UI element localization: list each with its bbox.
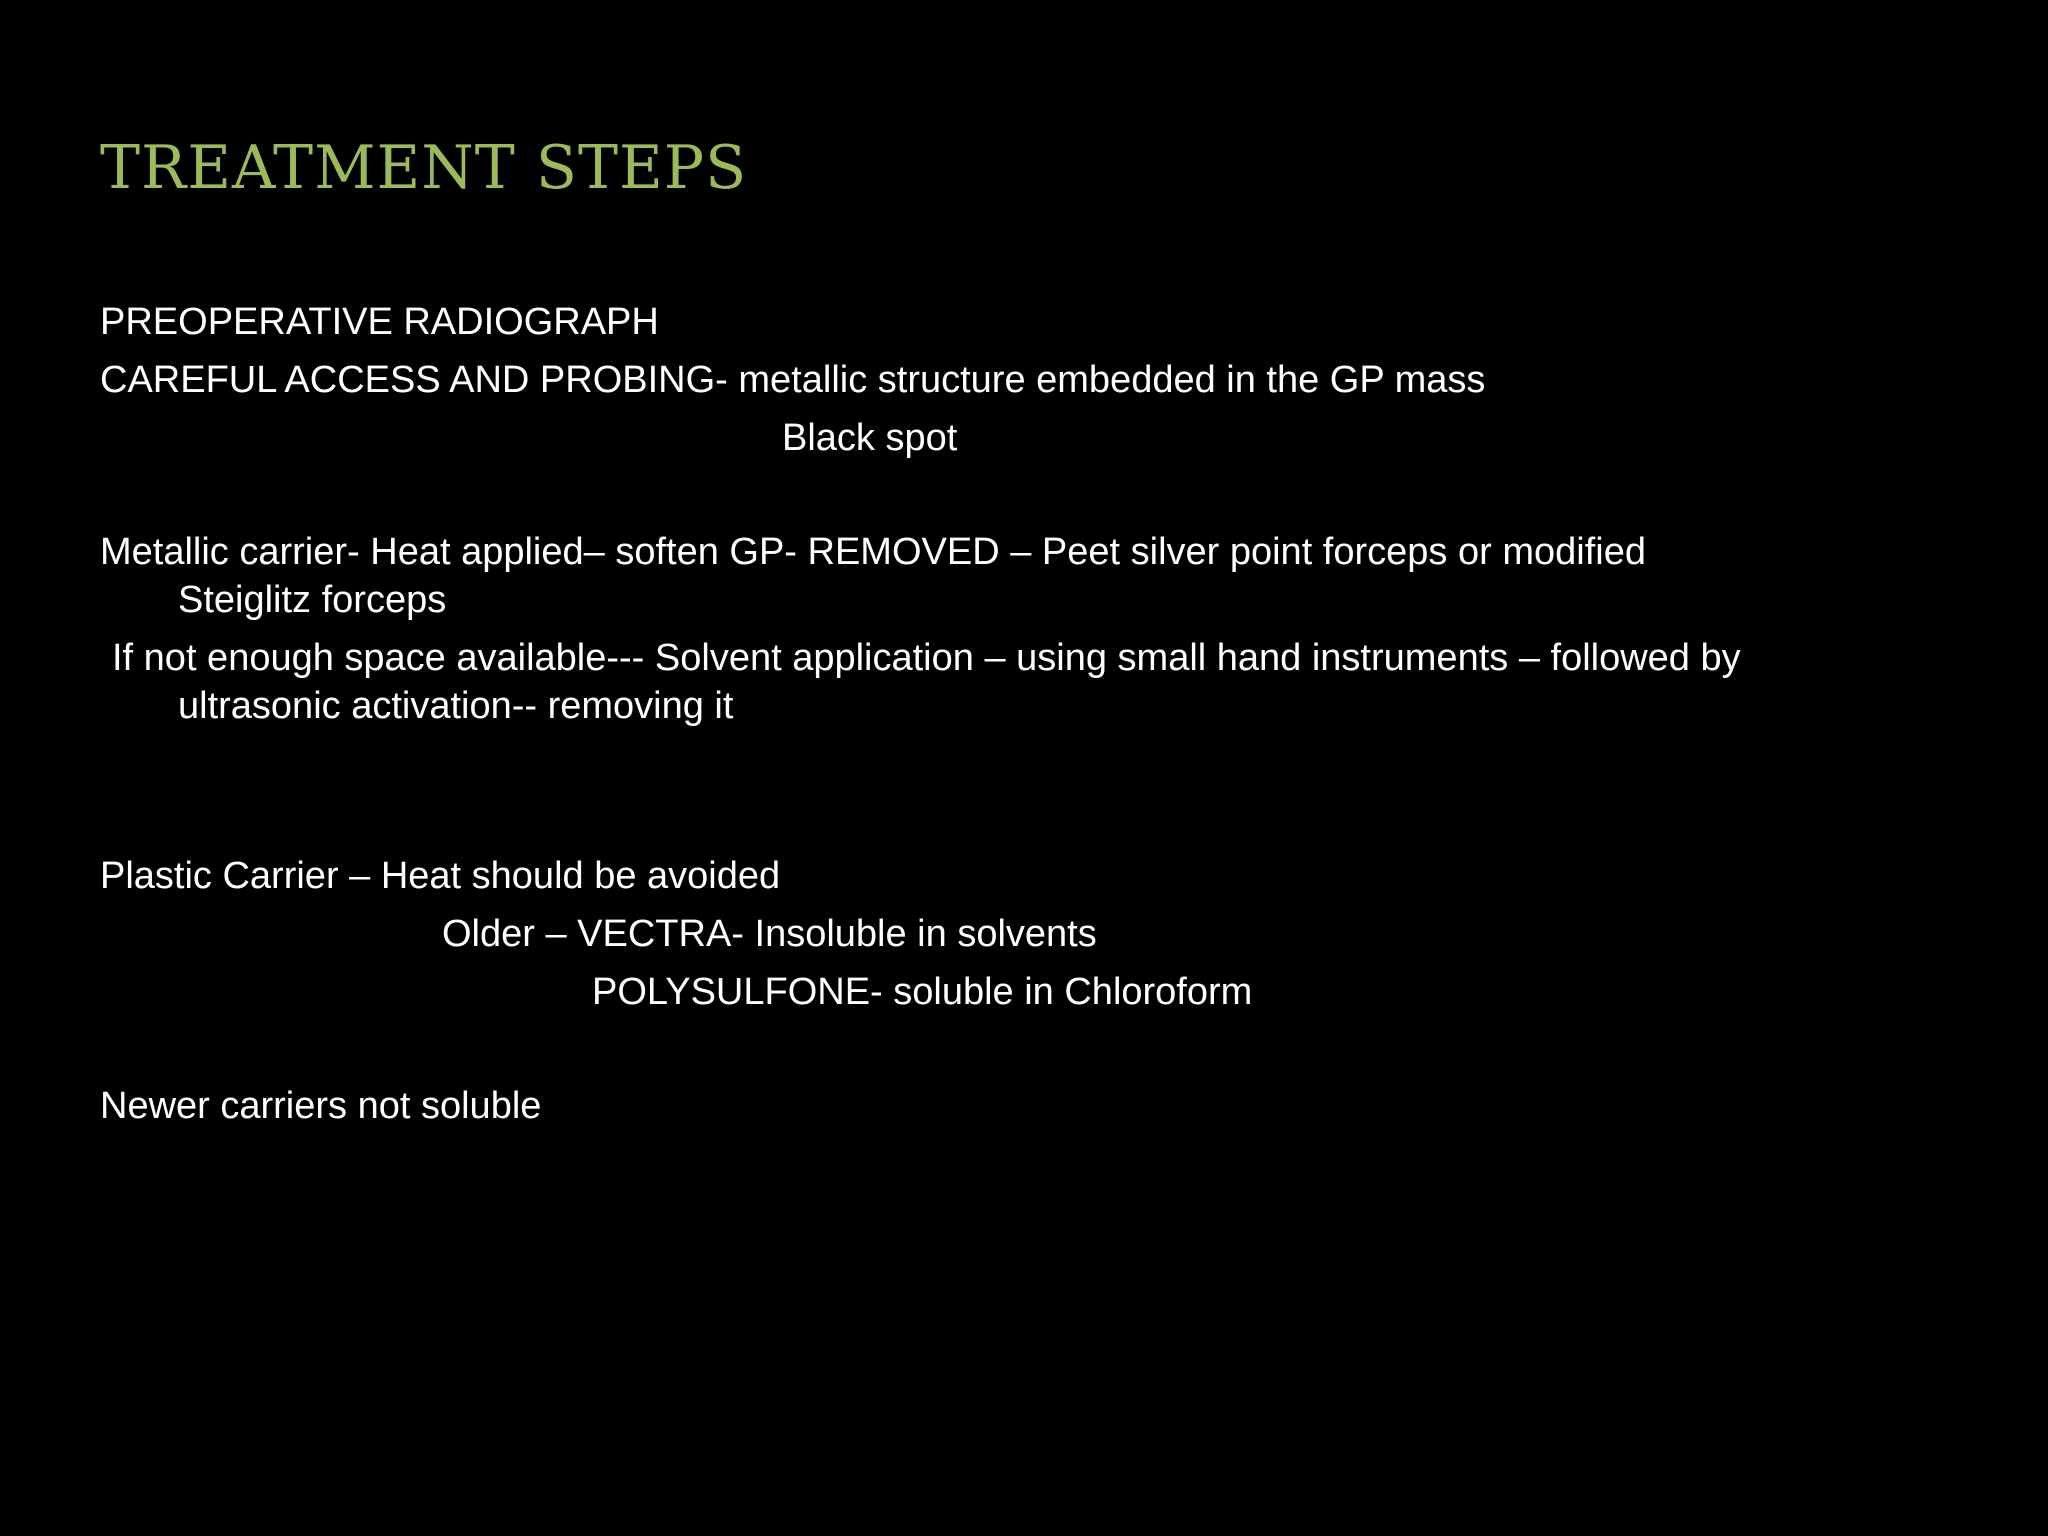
line-older-vectra: Older – VECTRA- Insoluble in solvents	[442, 913, 1097, 955]
line-steiglitz-forceps: Steiglitz forceps	[178, 579, 447, 621]
line-black-spot: Black spot	[782, 417, 958, 459]
line-preoperative-radiograph: PREOPERATIVE RADIOGRAPH	[100, 301, 659, 343]
line-newer-carriers: Newer carriers not soluble	[100, 1085, 542, 1127]
line-solvent-application: If not enough space available--- Solvent application – using small hand instruments – followed by	[112, 637, 1741, 679]
slide-title: TREATMENT STEPS	[100, 133, 748, 203]
line-ultrasonic-activation: ultrasonic activation-- removing it	[178, 685, 734, 727]
line-metallic-carrier: Metallic carrier- Heat applied– soften GP- REMOVED – Peet silver point forceps or modified	[100, 531, 1646, 573]
line-careful-access: CAREFUL ACCESS AND PROBING- metallic structure embedded in the GP mass	[100, 359, 1486, 401]
line-plastic-carrier: Plastic Carrier – Heat should be avoided	[100, 855, 781, 897]
line-polysulfone: POLYSULFONE- soluble in Chloroform	[592, 971, 1253, 1013]
